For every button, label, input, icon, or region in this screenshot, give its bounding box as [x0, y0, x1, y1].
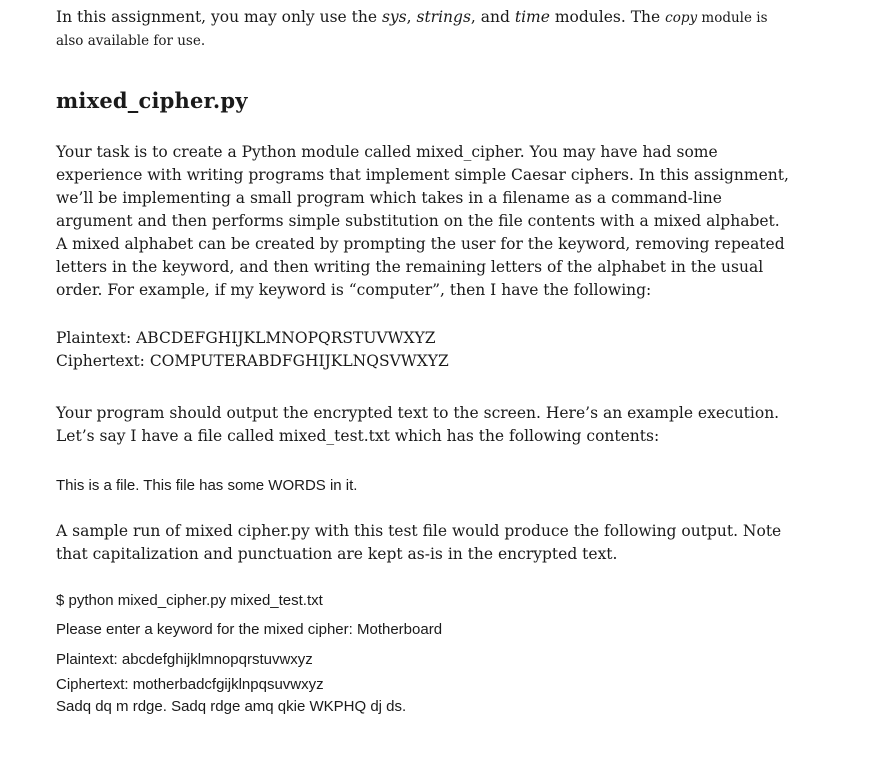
file-contents: This is a file. This file has some WORDS in it. [56, 477, 358, 494]
sample-run-line: A sample run of mixed cipher.py with this test file would produce the following output. Note [56, 522, 782, 540]
terminal-command: $ python mixed_cipher.py mixed_test.txt [56, 592, 323, 609]
terminal-prompt: Please enter a keyword for the mixed cipher: Motherboard [56, 621, 443, 638]
task-paragraph [56, 141, 796, 302]
task-line: order. For example, if my keyword is “computer”, then I have the following: [56, 281, 652, 299]
program-output-paragraph [56, 402, 796, 448]
intro-text: , and [470, 8, 515, 26]
task-line: argument and then performs simple substitution on the file contents with a mixed alphabet. [56, 212, 780, 230]
program-output-line: Let’s say I have a file called mixed_test.txt which has the following contents: [56, 427, 660, 445]
section-heading: mixed_cipher.py [56, 88, 248, 113]
intro-text: In this assignment, you may only use the [56, 8, 382, 26]
terminal-ciphertext: Ciphertext: motherbadcfgijklnpqsuvwxyz [56, 676, 324, 693]
intro-paragraph [56, 6, 796, 53]
sample-run-paragraph [56, 520, 796, 566]
task-line: experience with writing programs that implement simple Caesar ciphers. In this assignment, [56, 166, 789, 184]
module-copy: copy [665, 10, 698, 26]
module-strings: strings [416, 8, 471, 26]
terminal-encrypted: Sadq dq m rdge. Sadq rdge amq qkie WKPHQ dj ds. [56, 698, 407, 715]
module-sys: sys [381, 8, 407, 26]
example-alphabet [56, 327, 796, 373]
task-line: letters in the keyword, and then writing the remaining letters of the alphabet in the usual [56, 258, 764, 276]
task-line: Your task is to create a Python module called mixed_cipher. You may have had some [56, 143, 718, 161]
intro-text: module is [697, 10, 768, 26]
intro-line-1 [56, 6, 796, 30]
module-time: time [514, 8, 550, 26]
program-output-line: Your program should output the encrypted text to the screen. Here’s an example execution. [56, 404, 780, 422]
intro-text: modules. The [549, 8, 666, 26]
example-ciphertext: Ciphertext: COMPUTERABDFGHIJKLNQSVWXYZ [56, 352, 449, 370]
task-line: we’ll be implementing a small program which takes in a filename as a command-line [56, 189, 722, 207]
example-plaintext: Plaintext: ABCDEFGHIJKLMNOPQRSTUVWXYZ [56, 329, 436, 347]
intro-text: , [406, 8, 417, 26]
terminal-plaintext: Plaintext: abcdefghijklmnopqrstuvwxyz [56, 651, 313, 668]
task-line: A mixed alphabet can be created by prompting the user for the keyword, removing repeated [56, 235, 785, 253]
sample-run-line: that capitalization and punctuation are kept as-is in the encrypted text. [56, 545, 618, 563]
intro-line-2: also available for use. [56, 33, 206, 49]
